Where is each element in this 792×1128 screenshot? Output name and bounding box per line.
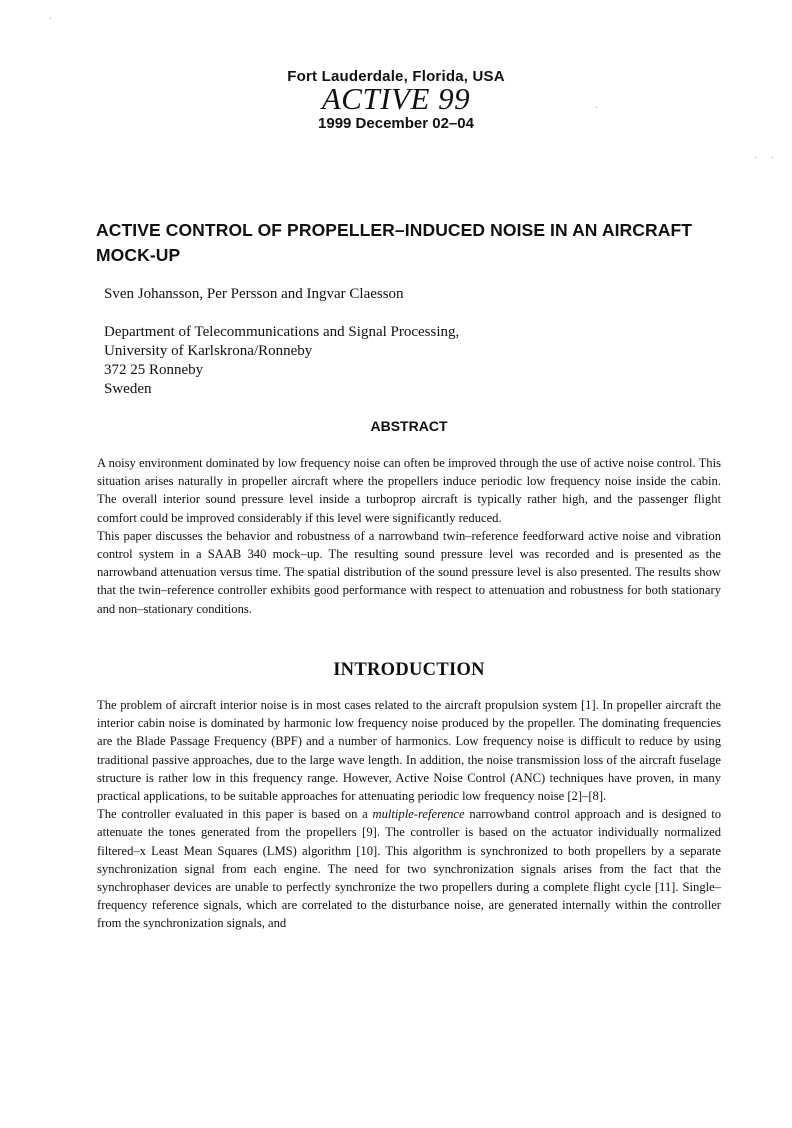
conference-dates: 1999 December 02–04	[318, 115, 474, 132]
introduction-heading: INTRODUCTION	[333, 660, 485, 680]
abstract-heading: ABSTRACT	[370, 418, 448, 434]
scan-speck	[755, 157, 756, 158]
affiliation-line: Sweden	[104, 381, 152, 397]
introduction-paragraph: The problem of aircraft interior noise is in most cases related to the aircraft propulsion system [1]. In propeller aircraft the interior cabin noise is dominated by harmonic low frequency noise produced by the propeller. The dominating frequencies are the Blade Passage Frequency (BPF) and a number of harmonics. Low frequency noise is difficult to reduce by using traditional passive approaches, due to the large wave length. In addition, the noise transmission loss of the aircraft fuselage structure is rather low in this frequency range. However, Active Noise Control (ANC) techniques have proven, in many practical applications, to be suitable approaches for attenuating periodic low frequency noise [2]–[8].	[97, 698, 721, 804]
emphasis-text: multiple-reference	[372, 807, 465, 822]
abstract-paragraph: This paper discusses the behavior and robustness of a narrowband twin–reference feedforward active noise and vibration control system in a SAAB 340 mock–up. The resulting sound pressure level was recorded and is presented as the narrowband attenuation versus time. The spatial distribution of the sound pressure level is also presented. The results show that the twin–reference controller exhibits good performance with respect to attenuation and robustness for both stationary and non–stationary conditions.	[97, 528, 721, 616]
paper-authors: Sven Johansson, Per Persson and Ingvar Claesson	[104, 286, 404, 302]
conference-header	[0, 68, 792, 132]
text-span: The controller evaluated in this paper is based on a	[97, 807, 373, 822]
conference-name: ACTIVE 99	[321, 81, 471, 116]
affiliation-line: University of Karlskrona/Ronneby	[104, 343, 313, 359]
abstract-body	[97, 454, 721, 618]
paper-title: ACTIVE CONTROL OF PROPELLER–INDUCED NOISE IN AN AIRCRAFT MOCK-UP	[96, 220, 693, 265]
introduction-body	[97, 696, 721, 933]
scan-speck	[772, 157, 773, 158]
affiliation-line: 372 25 Ronneby	[104, 362, 204, 378]
conference-location: Fort Lauderdale, Florida, USA	[287, 68, 505, 85]
scan-speck	[50, 18, 51, 19]
affiliation-line: Department of Telecommunications and Signal Processing,	[104, 324, 460, 340]
scan-speck	[596, 107, 597, 108]
introduction-paragraph	[97, 805, 721, 932]
text-span: narrowband control approach and is designed to attenuate the tones generated from the propellers [9]. The controller is based on the actuator individually normalized filtered–x Least Mean Squares (LMS) algorithm [10]. This algorithm is synchronized to both propellers by a separate synchronization signal from each engine. The need for two synchronization signals arises from the fact that the synchrophaser devices are unable to perfectly synchronize the two propellers during a complete flight cycle [11]. Single–frequency reference signals, which are correlated to the disturbance noise, are generated internally within the controller from the synchronization signals, and	[97, 807, 722, 931]
abstract-paragraph: A noisy environment dominated by low frequency noise can often be improved through the use of active noise control. This situation arises naturally in propeller aircraft where the propellers induce periodic low frequency noise inside the cabin. The overall interior sound pressure level inside a turboprop aircraft is typically rather high, and the passenger flight comfort could be improved considerably if this level were significantly reduced.	[97, 456, 721, 525]
author-affiliation	[104, 323, 459, 399]
